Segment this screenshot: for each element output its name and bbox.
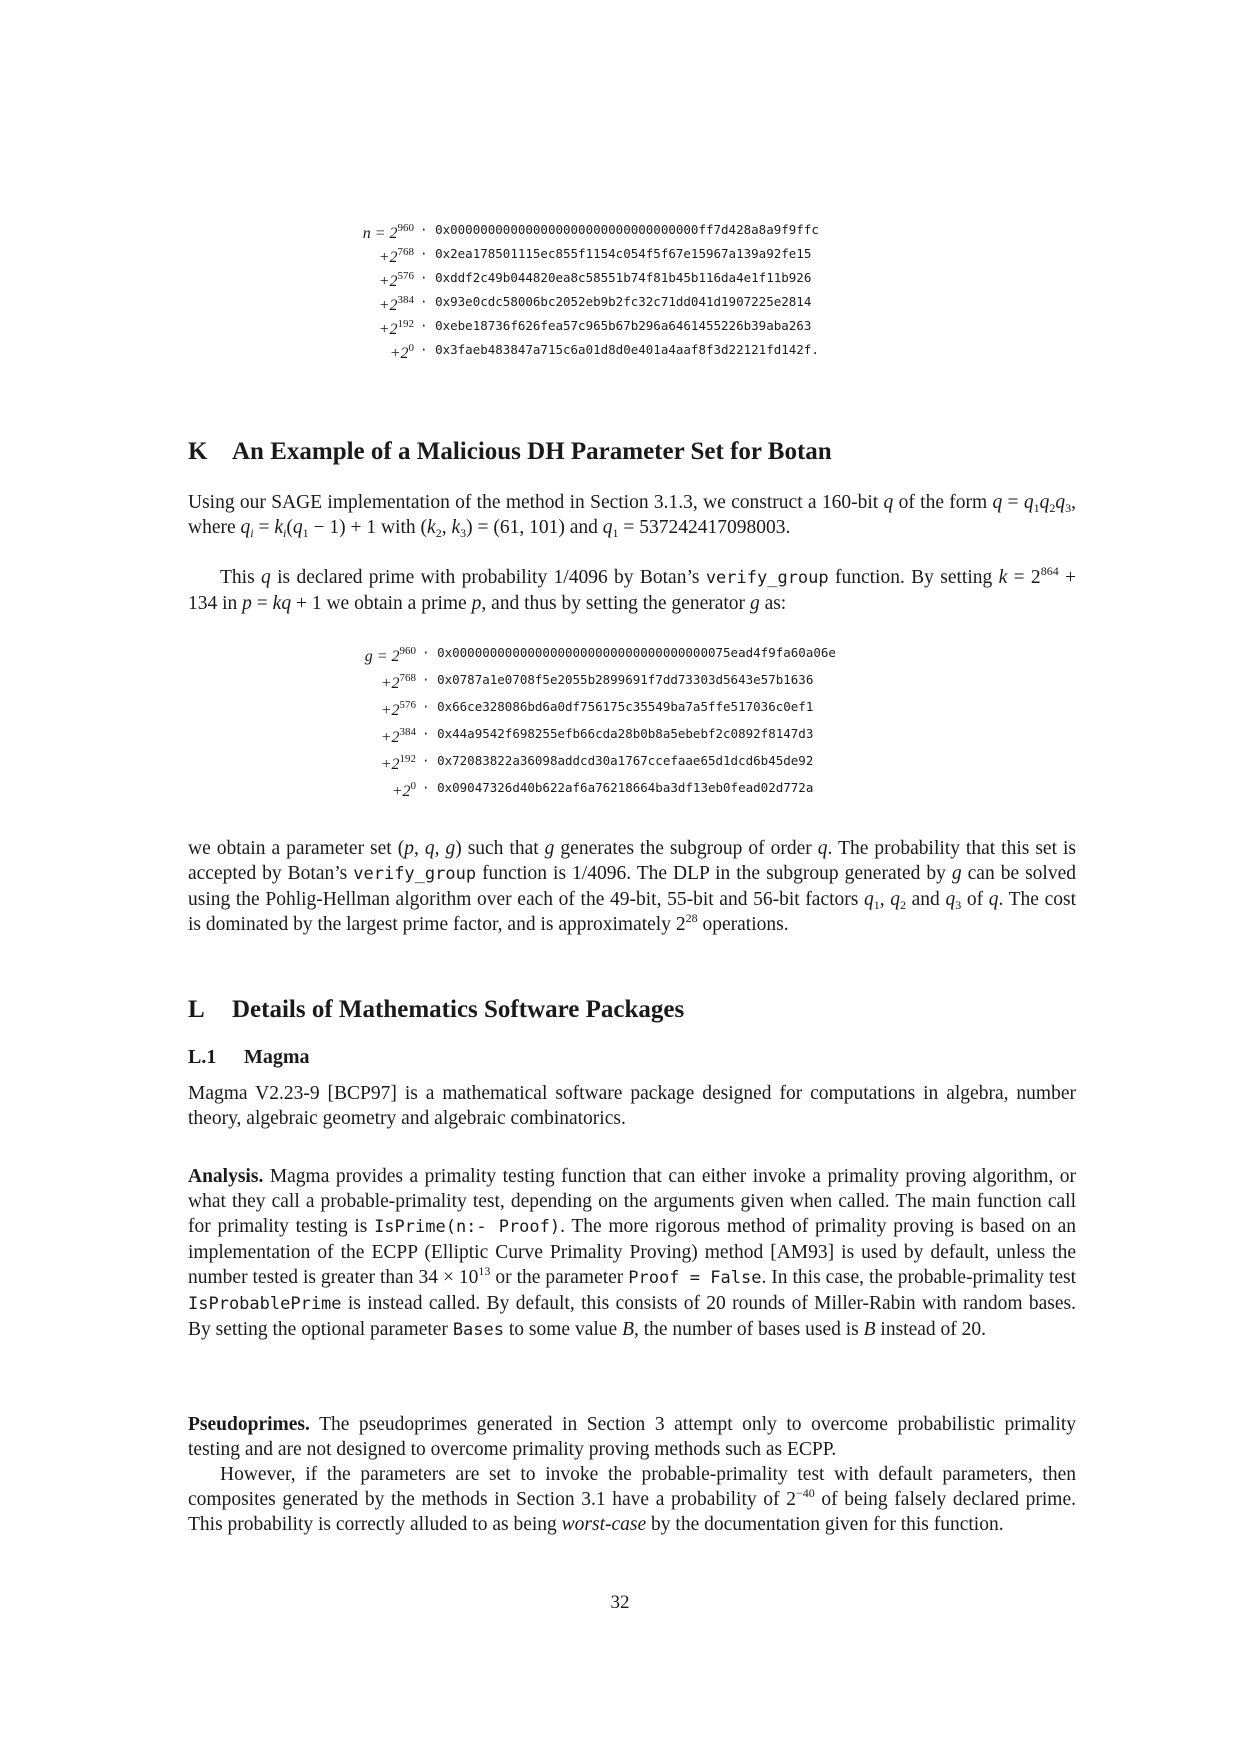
equation-g-row: $+2^{768}$ · 0x0787a1e0708f5e2055b2899691f7dd73303d5643e57b1636 xyxy=(380,672,814,692)
subsection-number: L.1 xyxy=(188,1046,217,1068)
eq-lhs-exponent: 384 xyxy=(399,726,416,738)
eq-lhs-exponent: 768 xyxy=(397,246,414,258)
section-number: L xyxy=(188,996,205,1023)
code-proof-false: Proof = False xyxy=(628,1268,762,1288)
equation-n-row: $+2^0$ · 0x3faeb483847a715c6a01d8d0e401a4aaf8f3d22121fd142f. xyxy=(389,342,819,362)
eq-hex-value: 0x09047326d40b622af6a76218664ba3df13eb0fead02d772a xyxy=(437,780,814,795)
eq-lhs-prefix: +2 xyxy=(378,273,398,290)
equation-g-row: $g = 2^{960}$ · 0x0000000000000000000000000000000000075ead4f9fa60a06e xyxy=(364,645,836,665)
eq-hex-value: 0x000000000000000000000000000000000ff7d428a8a9f9ffc xyxy=(435,222,819,237)
emphasis-worst-case: worst-case xyxy=(561,1514,647,1535)
eq-lhs-prefix: +2 xyxy=(380,729,400,746)
q1-value: 537242417098003. xyxy=(639,517,791,538)
paragraph-pseudoprimes: Pseudoprimes. The pseudoprimes generated in Section 3 attempt only to overcome probabilistic primality testing and are not designed to overcome primality proving methods such as ECPP. However, if the parameters are set to invoke the probable-primality test with default parameters, then composites generated by the methods in Section 3.1 have a probability of $2^{-40}$ of being falsely declared prime. This probability is correctly alluded to as being worst-case by the documentation given for this function. xyxy=(188,1414,1076,1535)
eq-lhs-prefix: n = 2 xyxy=(362,225,398,242)
paragraph-l1: Magma V2.23-9 [BCP97] is a mathematical software package designed for computations in algebra, number theory, algebraic geometry and algebraic combinatorics. xyxy=(188,1083,1076,1129)
eq-hex-value: 0x2ea178501115ec855f1154c054f5f67e15967a139a92fe15 xyxy=(435,246,812,261)
eq-hex-value: 0x44a9542f698255efb66cda28b0b8a5ebebf2c0892f8147d3 xyxy=(437,726,814,741)
section-heading-l xyxy=(188,996,684,1024)
eq-lhs-exponent: 0 xyxy=(410,780,416,792)
code-isprime: IsPrime(n:- Proof) xyxy=(374,1217,561,1237)
subsection-heading-l1 xyxy=(188,1046,310,1069)
eq-lhs-prefix: +2 xyxy=(378,297,398,314)
eq-hex-value: 0xddf2c49b044820ea8c58551b74f81b45b116da4e1f11b926 xyxy=(435,270,812,285)
eq-lhs-prefix: g = 2 xyxy=(364,648,400,665)
paragraph-k1: Using our SAGE implementation of the method in Section 3.1.3, we construct a 160-bit q of the form $q = q_1q_2q_3$, where $q_i = k_i(q_1 - 1) + 1$ with ($k_2$, $k_3) = (61$, 101) and $q_1 = 537242417098003$. xyxy=(188,492,1076,540)
equation-g-row: $+2^{576}$ · 0x66ce328086bd6a0df756175c35549ba7a5ffe517036c0ef1 xyxy=(380,699,814,719)
eq-lhs-exponent: 960 xyxy=(399,645,416,657)
eq-lhs-prefix: +2 xyxy=(380,675,400,692)
eq-lhs-prefix: +2 xyxy=(378,249,398,266)
paragraph-k3: we obtain a parameter set (p, q, g) such that g generates the subgroup of order q. The probability that this set is accepted by Botan’s verify_group function is 1/4096. The DLP in the subgroup generated by g can be solved using the Pohlig-Hellman algorithm over each of the 49-bit, 55-bit and 56-bit factors $q_1$, $q_2$ and $q_3$ of q. The cost is dominated by the largest prime factor, and is approximately $2^{28}$ operations. xyxy=(188,838,1076,935)
paragraph-k2: This q is declared prime with probability 1/4096 by Botan’s verify_group function. By setting $k = 2^{864} + 134$ in p = kq + 1 we obtain a prime p, and thus by setting the generator g as: xyxy=(188,564,1077,614)
equation-g-row: $+2^0$ · 0x09047326d40b622af6a76218664ba3df13eb0fead02d772a xyxy=(391,780,814,800)
eq-hex-value: 0x0787a1e0708f5e2055b2899691f7dd73303d5643e57b1636 xyxy=(437,672,814,687)
section-number: K xyxy=(188,438,208,465)
eq-hex-value: 0x66ce328086bd6a0df756175c35549ba7a5ffe517036c0ef1 xyxy=(437,699,814,714)
eq-lhs-prefix: +2 xyxy=(389,345,409,362)
eq-hex-value: 0x0000000000000000000000000000000000075ead4f9fa60a06e xyxy=(437,645,836,660)
equation-n-row: $+2^{192}$ · 0xebe18736f626fea57c965b67b296a6461455226b39aba263 xyxy=(378,318,812,338)
section-heading-k xyxy=(188,438,832,466)
runin-heading-pseudoprimes: Pseudoprimes. xyxy=(188,1414,310,1435)
page-number: 32 xyxy=(610,1592,630,1613)
eq-lhs-exponent: 768 xyxy=(399,672,416,684)
eq-lhs-exponent: 576 xyxy=(397,270,414,282)
eq-hex-value: 0x72083822a36098addcd30a1767ccefaae65d1dcd6b45de92 xyxy=(437,753,814,768)
section-title: An Example of a Malicious DH Parameter Set for Botan xyxy=(232,438,832,465)
eq-lhs-prefix: +2 xyxy=(380,756,400,773)
equation-g-row: $+2^{192}$ · 0x72083822a36098addcd30a1767ccefaae65d1dcd6b45de92 xyxy=(380,753,814,773)
subsection-title: Magma xyxy=(244,1046,310,1068)
section-title: Details of Mathematics Software Packages xyxy=(232,996,685,1023)
paragraph-analysis: Analysis. Magma provides a primality testing function that can either invoke a primality proving algorithm, or what they call a probable-primality test, depending on the arguments given when called. The main function call for primality testing is IsPrime(n:- Proof). The more rigorous method of primality proving is based on an implementation of the ECPP (Elliptic Curve Primality Proving) method [AM93] is used by default, unless the number tested is greater than $34 \times 10^{13}$ or the parameter Proof = False. In this case, the probable-primality test IsProbablePrime is instead called. By default, this consists of 20 rounds of Miller-Rabin with random bases. By setting the optional parameter Bases to some value B, the number of bases used is B instead of 20. xyxy=(188,1166,1077,1340)
eq-lhs-exponent: 960 xyxy=(397,222,414,234)
eq-lhs-exponent: 192 xyxy=(399,753,416,765)
code-verify-group: verify_group xyxy=(705,568,829,588)
equation-n xyxy=(350,222,850,362)
eq-lhs-exponent: 384 xyxy=(397,294,414,306)
code-bases: Bases xyxy=(452,1320,504,1340)
equation-n-row: $+2^{768}$ · 0x2ea178501115ec855f1154c054f5f67e15967a139a92fe15 xyxy=(378,246,812,266)
eq-hex-value: 0x93e0cdc58006bc2052eb9b2fc32c71dd041d1907225e2814 xyxy=(435,294,812,309)
equation-n-row: $+2^{384}$ · 0x93e0cdc58006bc2052eb9b2fc32c71dd041d1907225e2814 xyxy=(378,294,812,314)
equation-g-row: $+2^{384}$ · 0x44a9542f698255efb66cda28b0b8a5ebebf2c0892f8147d3 xyxy=(380,726,814,746)
code-isprobableprime: IsProbablePrime xyxy=(188,1294,342,1314)
eq-lhs-exponent: 192 xyxy=(397,318,414,330)
code-verify-group: verify_group xyxy=(353,864,477,884)
eq-hex-value: 0x3faeb483847a715c6a01d8d0e401a4aaf8f3d22121fd142f. xyxy=(435,342,819,357)
eq-lhs-prefix: +2 xyxy=(380,702,400,719)
equation-n-row: $+2^{576}$ · 0xddf2c49b044820ea8c58551b74f81b45b116da4e1f11b926 xyxy=(378,270,812,290)
eq-lhs-prefix: +2 xyxy=(378,321,398,338)
eq-lhs-exponent: 576 xyxy=(399,699,416,711)
equation-n-row: $n = 2^{960}$ · 0x000000000000000000000000000000000ff7d428a8a9f9ffc xyxy=(362,222,819,242)
runin-heading-analysis: Analysis. xyxy=(188,1166,264,1187)
eq-lhs-prefix: +2 xyxy=(391,783,411,800)
eq-lhs-exponent: 0 xyxy=(408,342,414,354)
eq-hex-value: 0xebe18736f626fea57c965b67b296a6461455226b39aba263 xyxy=(435,318,812,333)
equation-g xyxy=(350,645,850,800)
